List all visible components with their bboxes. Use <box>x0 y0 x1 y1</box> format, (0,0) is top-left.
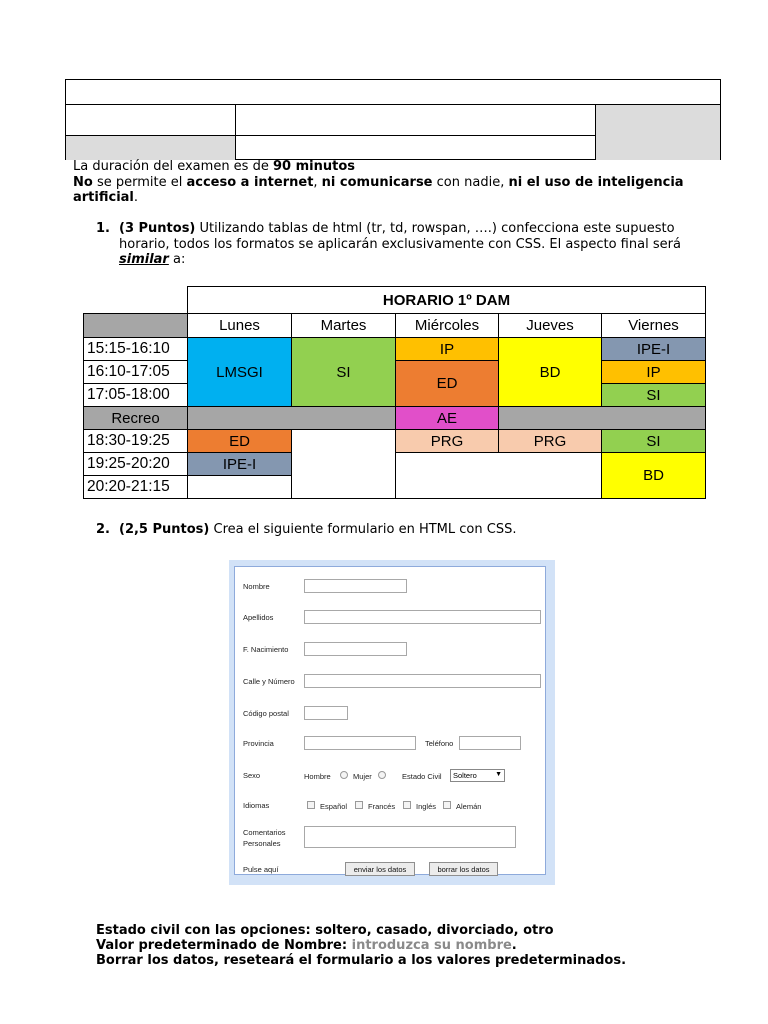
class-cell-si: SI <box>291 337 396 407</box>
label-nombre: Nombre <box>243 582 270 591</box>
nacimiento-input[interactable] <box>304 642 407 656</box>
label-nacimiento: F. Nacimiento <box>243 645 289 654</box>
class-cell-lmsgi: LMSGI <box>187 337 292 407</box>
espanol-checkbox[interactable] <box>307 801 315 809</box>
label-espanol: Español <box>320 802 348 811</box>
corner-cell <box>83 313 188 338</box>
time-cell: 15:15-16:10 <box>83 337 188 361</box>
label-apellidos: Apellidos <box>243 613 274 622</box>
note-reset: Borrar los datos, reseteará el formulario a los valores predeterminados. <box>96 953 627 968</box>
rules-text: No se permite el acceso a internet, ni comunicarse con nadie, ni el uso de inteligencia <box>73 175 684 190</box>
day-header: Viernes <box>601 313 706 338</box>
label-estado-civil: Estado Civil <box>402 772 442 781</box>
q2-text: (2,5 Puntos) Crea el siguiente formulario en HTML con CSS. <box>119 522 517 537</box>
label-comentarios: Comentarios <box>243 828 286 837</box>
label-telefono: Teléfono <box>425 739 454 748</box>
break-fill <box>187 406 396 430</box>
header-divider <box>66 135 596 136</box>
aleman-checkbox[interactable] <box>443 801 451 809</box>
form-panel <box>234 566 546 875</box>
header-grey-cell-left <box>66 136 235 160</box>
label-sexo: Sexo <box>243 771 261 780</box>
day-header: Martes <box>291 313 396 338</box>
time-cell: 20:20-21:15 <box>83 475 188 499</box>
q1-text-line2: horario, todos los formatos se aplicarán exclusivamente con CSS. El aspecto final será <box>119 237 681 252</box>
hombre-radio[interactable] <box>340 771 348 779</box>
class-cell-ed: ED <box>187 429 292 453</box>
q1-number: 1. <box>96 221 110 236</box>
class-cell-si: SI <box>601 429 706 453</box>
header-divider <box>235 105 236 160</box>
break-cell: Recreo <box>83 406 188 430</box>
frances-checkbox[interactable] <box>355 801 363 809</box>
label-aleman: Alemán <box>456 802 482 811</box>
break-fill <box>498 406 706 430</box>
time-cell: 18:30-19:25 <box>83 429 188 453</box>
class-cell-prg: PRG <box>498 429 602 453</box>
q1-text: (3 Puntos) Utilizando tablas de html (tr, td, rowspan, ….) confecciona este supuesto <box>119 221 675 236</box>
note-nombre-default: Valor predeterminado de Nombre: introduzca su nombre. <box>96 938 517 953</box>
q2-number: 2. <box>96 522 110 537</box>
form-screenshot <box>229 560 555 885</box>
label-postal: Código postal <box>243 709 289 718</box>
class-cell-ae: AE <box>395 406 499 430</box>
class-cell-si: SI <box>601 383 706 407</box>
class-cell-ipe-i: IPE-I <box>601 337 706 361</box>
label-pulse: Pulse aquí <box>243 865 279 874</box>
day-header: Miércoles <box>395 313 499 338</box>
nombre-input[interactable] <box>304 579 407 593</box>
class-cell-ip: IP <box>601 360 706 384</box>
header-divider <box>66 104 720 105</box>
ingles-checkbox[interactable] <box>403 801 411 809</box>
empty-cell <box>395 452 602 499</box>
class-cell-ed: ED <box>395 360 499 407</box>
label-calle: Calle y Número <box>243 677 295 686</box>
enviar-button[interactable]: enviar los datos <box>345 862 415 876</box>
note-estado-civil: Estado civil con las opciones: soltero, casado, divorciado, otro <box>96 923 554 938</box>
label-idiomas: Idiomas <box>243 801 270 810</box>
label-ingles: Inglés <box>416 802 437 811</box>
telefono-input[interactable] <box>459 736 521 750</box>
mujer-radio[interactable] <box>378 771 386 779</box>
time-cell: 16:10-17:05 <box>83 360 188 384</box>
calle-input[interactable] <box>304 674 541 688</box>
day-header: Lunes <box>187 313 292 338</box>
empty-cell <box>291 429 396 499</box>
day-header: Jueves <box>498 313 602 338</box>
label-hombre: Hombre <box>304 772 331 781</box>
class-cell-bd: BD <box>601 452 706 499</box>
header-grey-cell-right <box>596 105 720 160</box>
estado-civil-select[interactable] <box>450 769 505 782</box>
label-personales: Personales <box>243 839 281 848</box>
duration-text: La duración del examen es de 90 minutos <box>73 159 355 174</box>
class-cell-ipe-i: IPE-I <box>187 452 292 476</box>
header-divider <box>595 105 596 160</box>
dropdown-arrow-icon: ▼ <box>495 771 502 778</box>
estado-civil-value: Soltero <box>453 771 477 780</box>
class-cell-bd: BD <box>498 337 602 407</box>
label-frances: Francés <box>368 802 396 811</box>
apellidos-input[interactable] <box>304 610 541 624</box>
provincia-input[interactable] <box>304 736 416 750</box>
time-cell: 17:05-18:00 <box>83 383 188 407</box>
label-provincia: Provincia <box>243 739 274 748</box>
schedule-title: HORARIO 1º DAM <box>187 286 706 314</box>
rules-text-cont: artificial. <box>73 190 139 205</box>
header-table <box>65 79 721 160</box>
postal-input[interactable] <box>304 706 348 720</box>
class-cell-ip: IP <box>395 337 499 361</box>
class-cell-prg: PRG <box>395 429 499 453</box>
comentarios-textarea[interactable] <box>304 826 516 848</box>
label-mujer: Mujer <box>353 772 372 781</box>
time-cell: 19:25-20:20 <box>83 452 188 476</box>
q1-text-line3: similar a: <box>119 252 186 267</box>
empty-cell <box>187 475 292 499</box>
borrar-button[interactable]: borrar los datos <box>429 862 498 876</box>
